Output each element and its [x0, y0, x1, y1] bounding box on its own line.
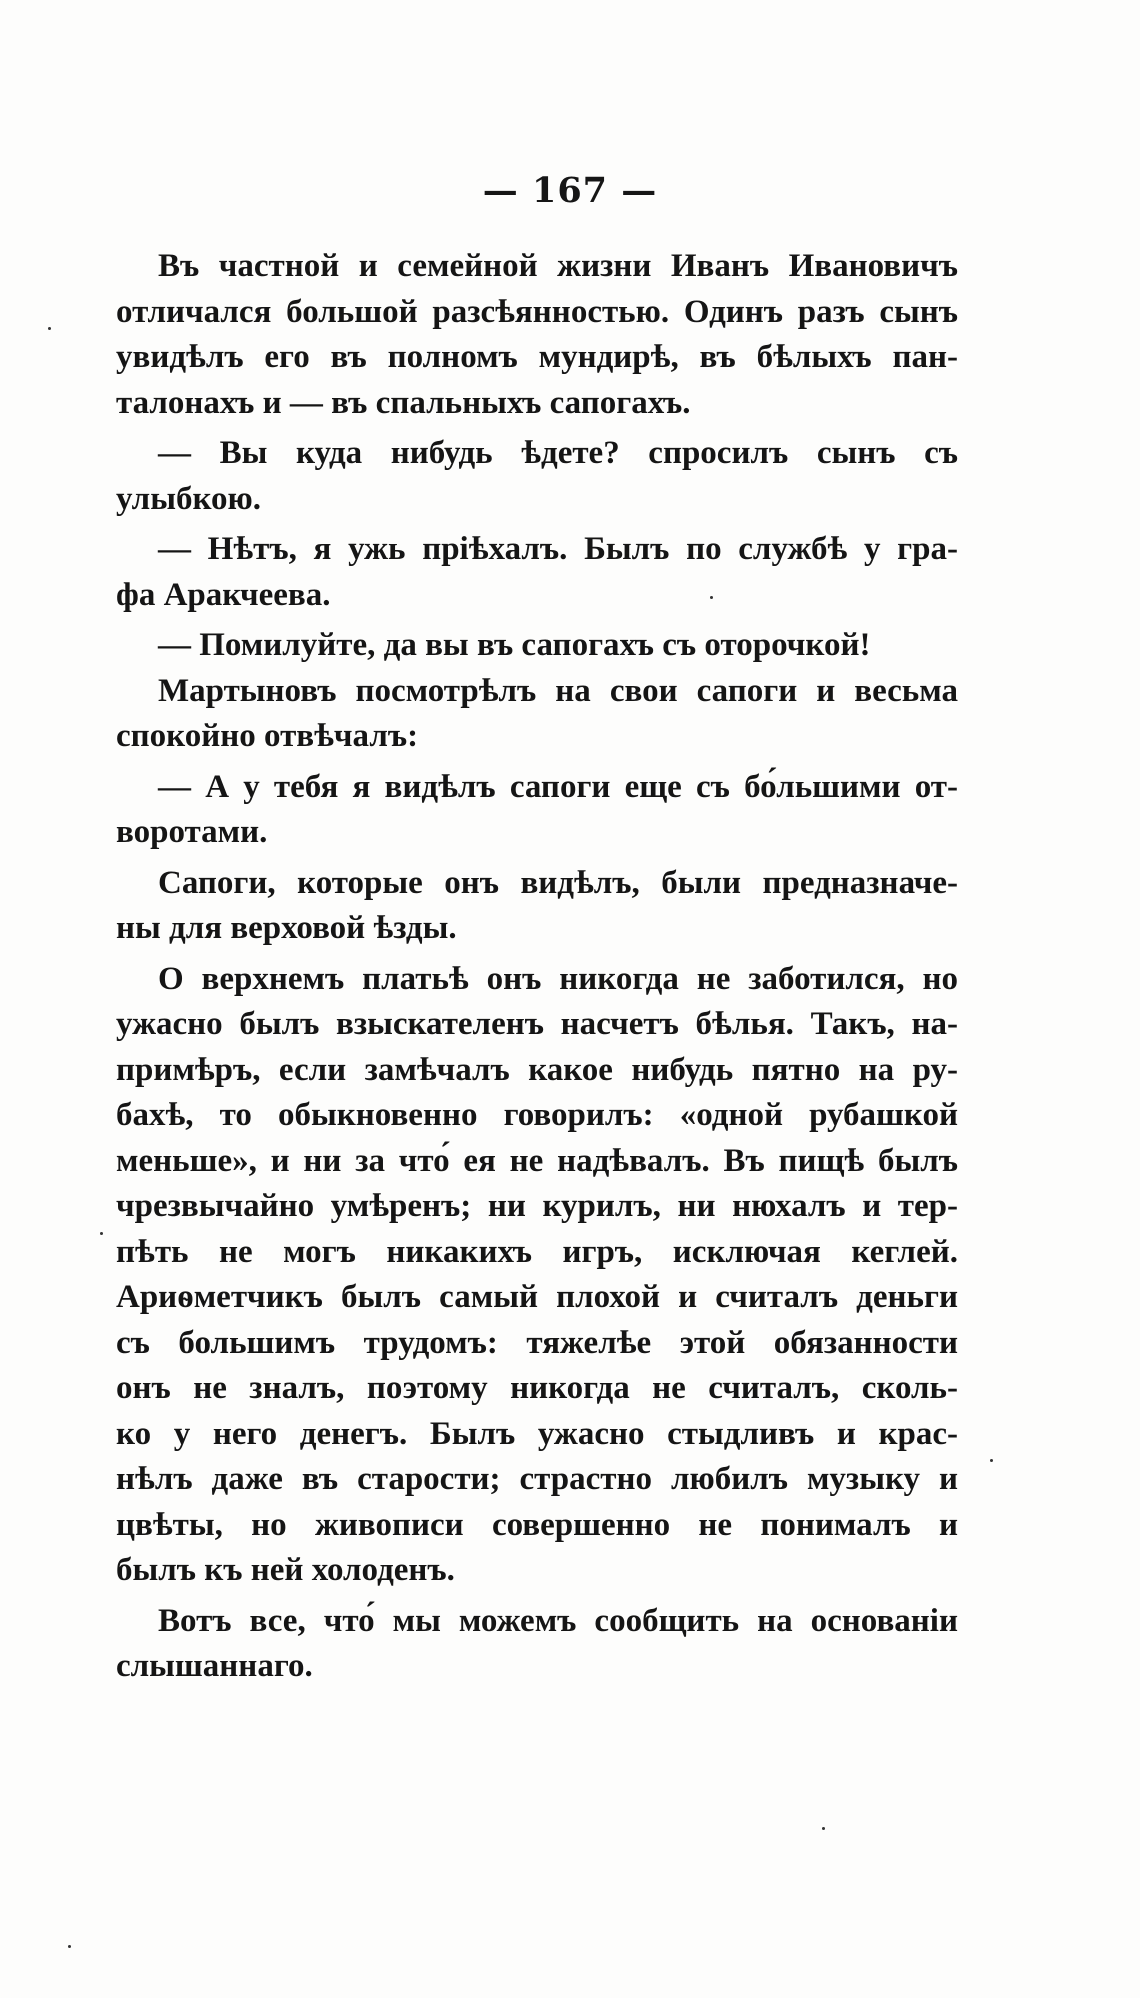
scan-speck	[100, 1232, 103, 1235]
paragraph	[116, 957, 958, 1594]
text-line: — Вы куда нибудь ѣдете? спросилъ сынъ съ	[158, 435, 958, 471]
text-line: талонахъ и — въ спальныхъ сапогахъ.	[116, 384, 691, 421]
scan-speck	[710, 596, 713, 599]
text-line: — Нѣтъ, я ужь пріѣхалъ. Былъ по службѣ у гра-	[158, 531, 958, 567]
text-line: съ большимъ трудомъ: тяжелѣе этой обязанности	[116, 1324, 958, 1361]
text-line: бахѣ, то обыкновенно говорилъ: «одной рубашкой	[116, 1097, 958, 1133]
page-number: — 167 —	[482, 170, 658, 211]
text-line: фа Аракчеева.	[116, 576, 331, 613]
text-line: Въ частной и семейной жизни Иванъ Ивановичъ	[158, 248, 958, 284]
text-line: Мартыновъ посмотрѣлъ на свои сапоги и весьма	[158, 672, 958, 709]
paragraph	[116, 623, 958, 669]
text-line: пѣть не могъ никакихъ игръ, исключая кеглей.	[116, 1233, 958, 1270]
text-line: меньше», и ни за что́ ея не надѣвалъ. Въ пищѣ былъ	[116, 1142, 958, 1179]
paragraph	[116, 244, 958, 426]
paragraph	[116, 431, 958, 522]
text-line: Ариѳметчикъ былъ самый плохой и считалъ деньги	[116, 1279, 958, 1315]
text-line: спокойно отвѣчалъ:	[116, 718, 419, 754]
paragraph	[116, 1599, 958, 1690]
text-line: цвѣты, но живописи совершенно не понималъ и	[116, 1506, 958, 1543]
paragraph	[116, 527, 958, 618]
text-line: О верхнемъ платьѣ онъ никогда не заботился, но	[158, 960, 958, 997]
text-line: слышаннаго.	[116, 1648, 313, 1684]
body-text	[116, 244, 958, 1690]
paragraph	[116, 765, 958, 856]
text-line: — Помилуйте, да вы въ сапогахъ съ оторочкой!	[158, 627, 871, 663]
text-line: чрезвычайно умѣренъ; ни курилъ, ни нюхалъ и тер-	[116, 1188, 958, 1224]
text-line: увидѣлъ его въ полномъ мундирѣ, въ бѣлыхъ пан-	[116, 339, 958, 375]
text-line: отличался большой разсѣянностью. Одинъ разъ сынъ	[116, 293, 958, 330]
text-line: ко у него денегъ. Былъ ужасно стыдливъ и крас-	[116, 1415, 958, 1452]
text-line: улыбкою.	[116, 480, 262, 517]
text-line: — А у тебя я видѣлъ сапоги еще съ бо́льшими от-	[158, 768, 958, 805]
scan-speck	[822, 1827, 825, 1830]
text-line: онъ не зналъ, поэтому никогда не считалъ, сколь-	[116, 1370, 958, 1406]
scan-speck	[990, 1459, 993, 1462]
text-line: примѣръ, если замѣчалъ какое нибудь пятно на ру-	[116, 1051, 958, 1088]
text-line: былъ къ ней холоденъ.	[116, 1552, 455, 1588]
text-line: воротами.	[116, 814, 268, 850]
text-line: ужасно былъ взыскателенъ насчетъ бѣлья. Такъ, на-	[116, 1006, 958, 1042]
paragraph	[116, 861, 958, 952]
text-line: нѣлъ даже въ старости; страстно любилъ музыку и	[116, 1461, 958, 1497]
text-line: Вотъ все, что́ мы можемъ сообщить на основаніи	[158, 1602, 958, 1639]
paragraph	[116, 669, 958, 760]
scan-speck	[48, 327, 51, 330]
scan-speck	[68, 1945, 71, 1948]
text-line: Сапоги, которые онъ видѣлъ, были предназначе-	[158, 864, 958, 901]
text-line: ны для верховой ѣзды.	[116, 910, 457, 946]
